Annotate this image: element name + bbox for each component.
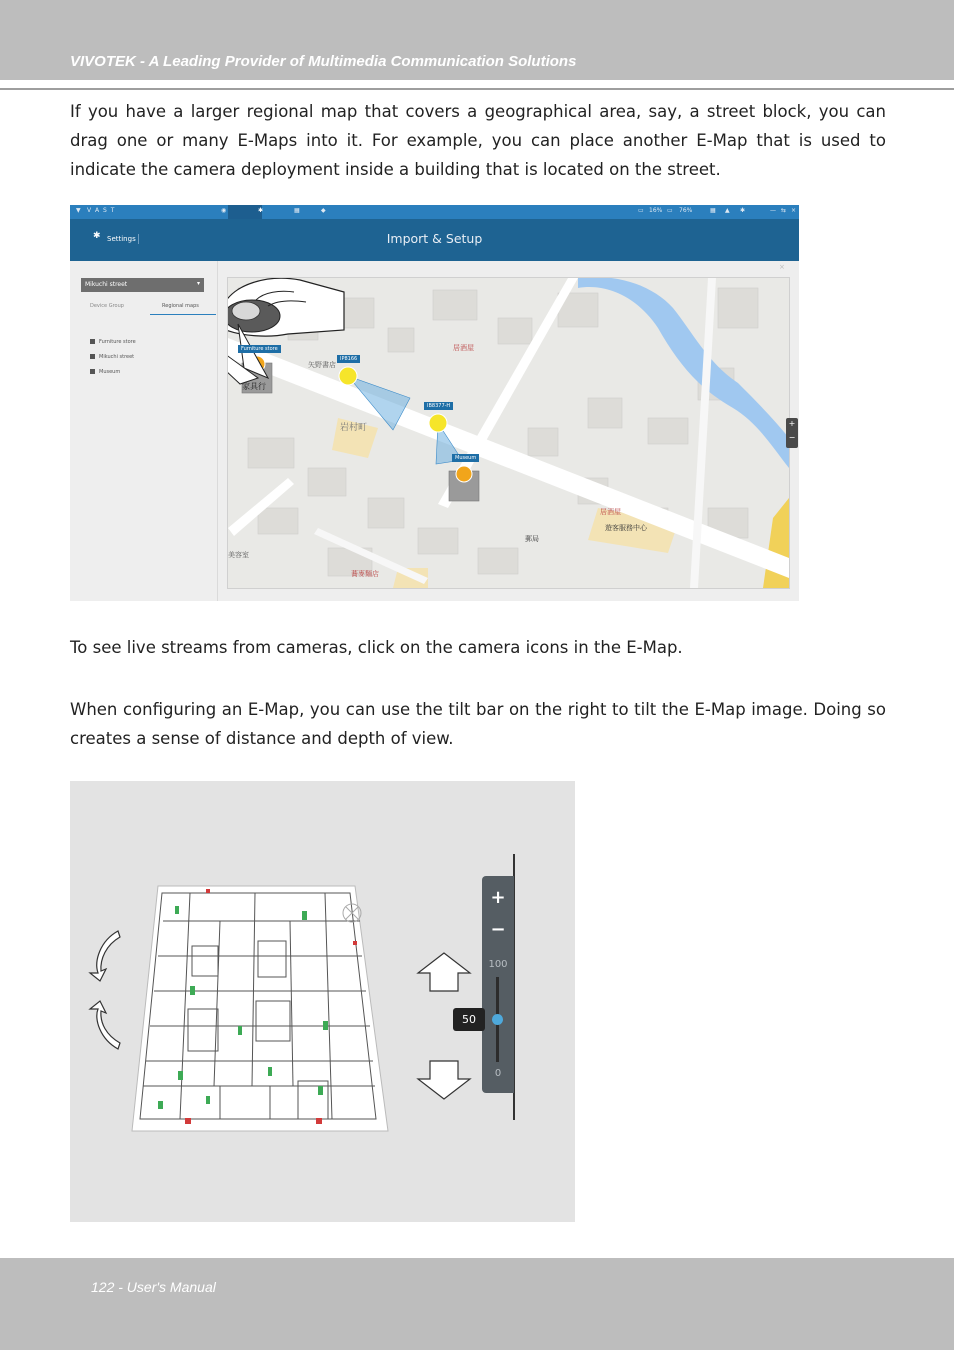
footer-page-label: 122 - User's Manual <box>91 1279 216 1295</box>
settings-label[interactable]: Settings <box>107 235 136 243</box>
live-stream-paragraph: To see live streams from cameras, click on the camera icons in the E-Map. <box>70 638 683 657</box>
svg-text:岩村町: 岩村町 <box>340 423 368 433</box>
cpu-usage: 16% <box>649 207 663 214</box>
regional-map[interactable] <box>227 277 790 589</box>
tilt-curved-arrows <box>90 931 120 1049</box>
tab-regional-maps[interactable]: Regional maps <box>162 303 199 309</box>
map-dropdown[interactable] <box>81 278 204 292</box>
street-map-drawing <box>228 278 789 588</box>
cpu-icon: ▭ <box>638 207 644 214</box>
gear-icon[interactable]: ✱ <box>740 207 746 214</box>
svg-text:遊客服務中心: 遊客服務中心 <box>605 524 647 532</box>
settings-gear-icon[interactable]: ✱ <box>258 207 264 214</box>
page-header <box>0 0 954 80</box>
minimize-icon[interactable]: — <box>770 207 776 214</box>
map-tag-furniture-store[interactable]: Furniture store <box>238 345 281 353</box>
chevron-down-icon: ▾ <box>196 280 200 287</box>
grid-icon[interactable]: ▦ <box>710 207 716 214</box>
header-rule <box>0 88 954 90</box>
import-setup-screenshot <box>70 205 799 601</box>
svg-text:蕎麥麵店: 蕎麥麵店 <box>351 570 379 578</box>
emap-icon[interactable]: ▦ <box>294 207 300 214</box>
close-icon[interactable]: × <box>779 263 785 271</box>
svg-text:美容室: 美容室 <box>228 551 249 559</box>
dropdown-value: Mikuchi street <box>85 281 128 288</box>
tilt-plus-button[interactable]: + <box>490 887 506 908</box>
map-tag-camera-ip8166[interactable]: IP8166 <box>337 355 360 363</box>
svg-text:矢野書店: 矢野書店 <box>308 361 336 369</box>
header-title: VIVOTEK - A Leading Provider of Multimedia Communication Solutions <box>70 53 577 70</box>
alarm-icon[interactable]: ◆ <box>321 207 326 214</box>
page-footer <box>0 1258 954 1350</box>
intro-paragraph: If you have a larger regional map that covers a geographical area, say, a street block, you can drag one or many E-Maps into it. For example, you can place another E-Map that is used to indicate the camera deployment inside a building that is located on the street. <box>70 102 886 179</box>
brand-label: V A S T <box>87 207 116 214</box>
top-nav-bar <box>70 205 799 219</box>
tilt-slider-knob[interactable] <box>492 1014 503 1025</box>
tilt-min-label: 0 <box>494 1068 502 1079</box>
map-icon <box>90 339 95 344</box>
list-item[interactable]: Museum <box>90 369 120 375</box>
tilt-value-tooltip: 50 <box>453 1008 485 1031</box>
tilt-paragraph: When configuring an E-Map, you can use the tilt bar on the right to tilt the E-Map image. Doing so creates a sense of distance and depth of view. <box>70 700 886 748</box>
list-item[interactable]: Mikuchi street <box>90 354 134 360</box>
mem-usage: 76% <box>679 207 693 214</box>
svg-text:郵局: 郵局 <box>525 535 539 543</box>
map-icon <box>90 354 95 359</box>
tab-active-indicator <box>150 314 216 315</box>
restore-icon[interactable]: ⇆ <box>781 207 787 214</box>
settings-icon[interactable]: ✱ <box>93 231 101 241</box>
live-view-icon[interactable]: ◉ <box>221 207 227 214</box>
page-title: Import & Setup <box>386 231 483 246</box>
bell-icon[interactable]: ▲ <box>725 207 730 214</box>
vast-logo-icon[interactable]: ▼ <box>76 207 81 214</box>
nav-active-tab[interactable] <box>228 205 262 219</box>
left-panel <box>70 261 218 601</box>
tilt-max-label: 100 <box>488 959 508 970</box>
sub-header <box>70 219 799 261</box>
tilt-minus-button[interactable]: − <box>490 919 506 940</box>
zoom-in-button[interactable]: + <box>788 419 796 428</box>
zoom-control[interactable] <box>786 418 798 448</box>
close-window-icon[interactable]: × <box>791 207 797 214</box>
tab-device-group[interactable]: Device Group <box>90 303 124 309</box>
zoom-out-button[interactable]: − <box>788 433 796 442</box>
list-item[interactable]: Furniture store <box>90 339 136 345</box>
map-tag-camera-ib8377[interactable]: IB8377-H <box>424 402 453 410</box>
svg-text:家具行: 家具行 <box>242 382 266 391</box>
mem-icon: ▭ <box>667 207 673 214</box>
tilt-bar-screenshot <box>70 781 575 1222</box>
map-icon <box>90 369 95 374</box>
svg-text:居酒屋: 居酒屋 <box>453 344 474 352</box>
map-tag-museum[interactable]: Museum <box>452 454 479 462</box>
svg-text:居酒屋: 居酒屋 <box>600 508 621 516</box>
